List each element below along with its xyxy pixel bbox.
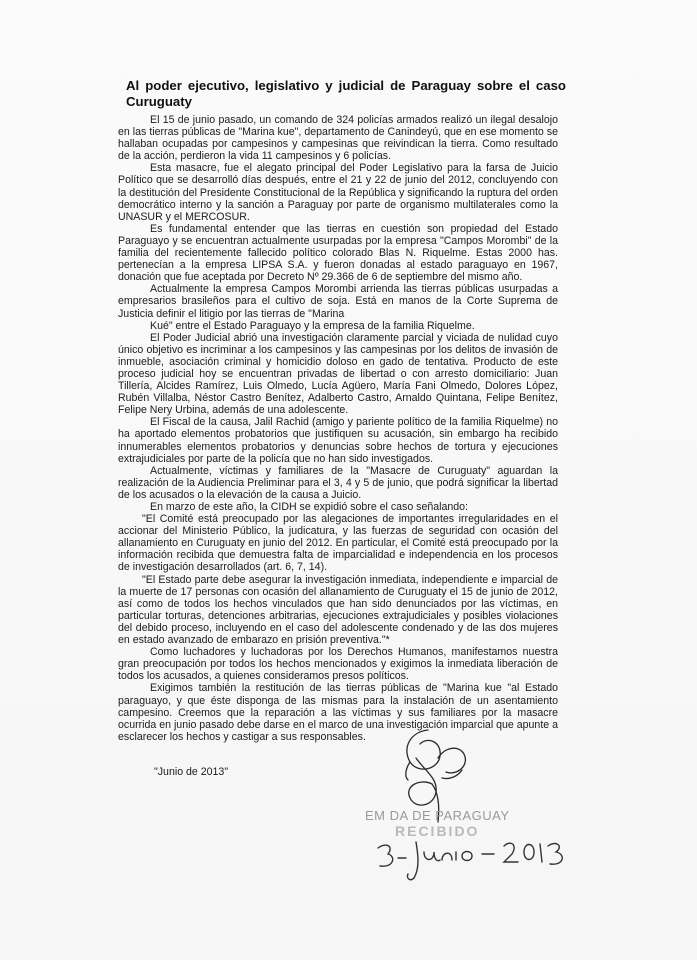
quote-2: "El Estado parte debe asegurar la investigación inmediata, independiente e imparcial de la muerte de 17 personas con ocasión del allanamiento de Curuguaty el 15 de junio de 2012, así como de todos los hechos vinculados que han sido denunciados por las víctimas, en particular torturas, detenciones arbitrarias, ejecuciones extrajudiciales y posibles violaciones del debido proceso, incluyendo en el caso del adolescente condenado y de las dos mujeres en estado avanzado de embarazo en prisión preventiva."* xyxy=(118,573,558,647)
document-body xyxy=(118,114,558,743)
paragraph-4: Actualmente la empresa Campos Morombi arrienda las tierras públicas usurpadas a empresarios brasileños para el cultivo de soja. Está en manos de la Corte Suprema de Justicia definir el litigio por las tierras de "Marina xyxy=(118,283,558,320)
paragraph-8: Actualmente, víctimas y familiares de la "Masacre de Curuguaty" aguardan la realización de la Audiencia Preliminar para el 3, 4 y 5 de junio, que podrá significar la libertad de los acusados o la elevación de la causa a Juicio. xyxy=(118,464,558,501)
quote-1: "El Comité está preocupado por las alegaciones de importantes irregularidades en el accionar del Ministerio Público, la judicatura, y las fuerzas de seguridad con ocasión del allanamiento en Curuguaty en junio del 2012. En particular, el Comité está preocupado por la información recibida que demuestra falta de imparcialidad e independencia en los procesos de investigación desarrollados (art. 6, 7, 14). xyxy=(118,513,558,574)
paragraph-3: Es fundamental entender que las tierras en cuestión son propiedad del Estado Paraguayo y se encuentran actualmente usurpadas por la empresa "Campos Morombi" de la familia del recientemente fallecido político colorado Blas N. Riquelme. Estas 2000 has. pertenecían a la empresa LIPSA S.A. y fueron donadas al estado paraguayo en 1967, donación que fue aceptada por Decreto Nº 29.366 de 6 de septiembre del mismo año. xyxy=(118,222,558,284)
paragraph-5: Kué" entre el Estado Paraguayo y la empresa de la familia Riquelme. xyxy=(150,319,475,332)
paragraph-6: El Poder Judicial abrió una investigación claramente parcial y viciada de nulidad cuyo único objetivo es incriminar a los campesinos y las campesinas por los delitos de invasión de inmueble, asociación criminal y homicidio doloso en gado de tentativa. Producto de este proceso judicial hoy se encuentran privadas de libertad o con arresto domiciliario: Juan Tillería, Alcides Ramírez, Luis Olmedo, Lucía Agüero, María Fani Olmedo, Dolores López, Rubén Villalba, Néstor Castro Benítez, Adalberto Castro, Arnaldo Quintana, Felipe Benítez, Felipe Nery Urbina, además de una adolescente. xyxy=(118,331,558,417)
paragraph-7: El Fiscal de la causa, Jalil Rachid (amigo y pariente político de la familia Riquelme) no ha aportado elementos probatorios que justifiquen su acusación, sin embargo ha recibido innumerables elementos probatorios y denuncias sobre hechos de tortura y ejecuciones extrajudiciales por parte de la policía que no han sido investigados. xyxy=(118,416,558,465)
paragraph-2: Esta masacre, fue el alegato principal del Poder Legislativo para la farsa de Juicio Político que se desarrolló días después, entre el 21 y 22 de junio del 2012, concluyendo con la destitución del Presidente Constitucional de la República y significando la ruptura del orden democrático interno y la sanción a Paraguay por parte de organismo multilaterales como la UNASUR y el MERCOSUR. xyxy=(118,162,558,223)
stamp-received-text: RECIBIDO xyxy=(395,823,480,839)
document-title: Al poder ejecutivo, legislativo y judicial de Paraguay sobre el caso Curuguaty xyxy=(126,78,566,109)
paragraph-1: El 15 de junio pasado, un comando de 324 policías armados realizó un ilegal desalojo en las tierras públicas de "Marina kue", departamento de Canindeyú, que en ese momento se hallaban ocupadas por campesinos y campesinas que reivindican la tierra. Como resultado de la acción, perdieron la vida 11 campesinos y 6 policías. xyxy=(118,114,558,163)
paragraph-13: Exigimos también la restitución de las tierras públicas de "Marina kue "al Estado paraguayo, y que éste disponga de las mismas para la instalación de un asentamiento campesino. Creemos que la reparación a las víctimas y sus familiares por la masacre ocurrida en junio pasado debe darse en el marco de una investigación imparcial que apunte a esclarecer los hechos y castigar a sus responsables. xyxy=(118,682,558,743)
paragraph-9: En marzo de este año, la CIDH se expidió sobre el caso señalando: xyxy=(150,501,468,513)
date-line: "Junio de 2013" xyxy=(154,766,229,778)
stamp-embassy-text: EM DA DE PARAGUAY xyxy=(365,808,510,823)
paragraph-12: Como luchadores y luchadoras por los Derechos Humanos, manifestamos nuestra gran preocupación por todos los hechos mencionados y exigimos la inmediata liberación de todos los acusados, a quienes consideramos presos políticos. xyxy=(118,646,558,683)
handwritten-date xyxy=(368,834,578,884)
